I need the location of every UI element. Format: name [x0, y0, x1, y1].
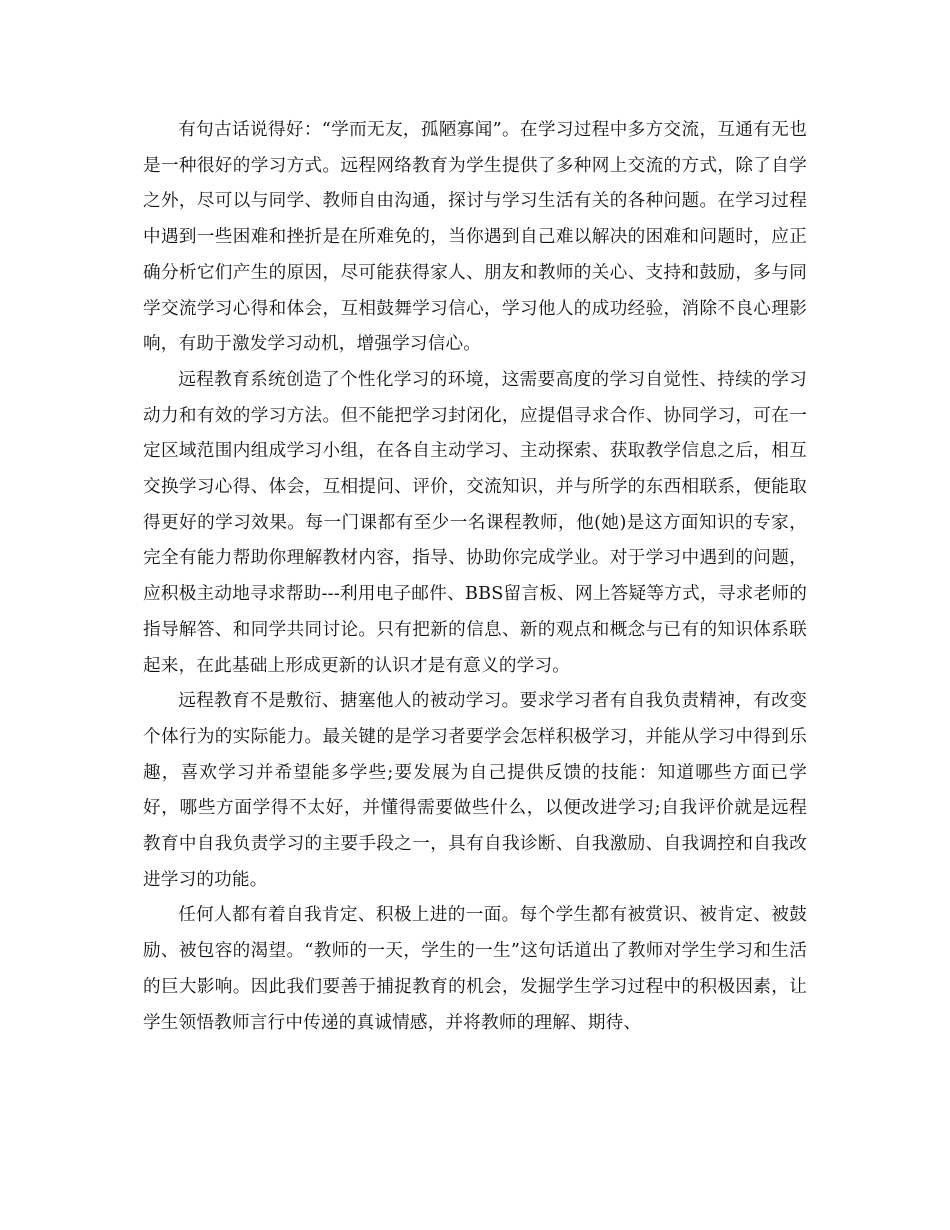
paragraph-4: 任何人都有着自我肯定、积极上进的一面。每个学生都有被赏识、被肯定、被鼓励、被包容的渴望。“教师的一天，学生的一生”这句话道出了教师对学生学习和生活的巨大影响。因此我们要善于捕捉教育的机会，发掘学生学习过程中的积极因素，让学生领悟教师言行中传递的真诚情感，并将教师的理解、期待、 — [143, 905, 807, 1033]
document-body — [143, 113, 807, 1041]
paragraph-2: 远程教育系统创造了个性化学习的环境，这需要高度的学习自觉性、持续的学习动力和有效的学习方法。但不能把学习封闭化，应提倡寻求合作、协同学习，可在一定区域范围内组成学习小组，在各自主动学习、主动探索、获取教学信息之后，相互交换学习心得、体会，互相提问、评价，交流知识，并与所学的东西相联系，便能取得更好的学习效果。每一门课都有至少一名课程教师，他(她)是这方面知识的专家，完全有能力帮助你理解教材内容，指导、协助你完成学业。对于学习中遇到的问题，应积极主动地寻求帮助---利用电子邮件、BBS留言板、网上答疑等方式，寻求老师的指导解答、和同学共同讨论。只有把新的信息、新的观点和概念与已有的知识体系联起来，在此基础上形成更新的认识才是有意义的学习。 — [143, 369, 807, 676]
paragraph-3: 远程教育不是敷衍、搪塞他人的被动学习。要求学习者有自我负责精神，有改变个体行为的实际能力。最关键的是学习者要学会怎样积极学习，并能从学习中得到乐趣，喜欢学习并希望能多学些;要发展为自己提供反馈的技能：知道哪些方面已学好，哪些方面学得不太好，并懂得需要做些什么，以便改进学习;自我评价就是远程教育中自我负责学习的主要手段之一，具有自我诊断、自我激励、自我调控和自我改进学习的功能。 — [143, 691, 807, 890]
paragraph-1: 有句古话说得好：“学而无友，孤陋寡闻”。在学习过程中多方交流，互通有无也是一种很好的学习方式。远程网络教育为学生提供了多种网上交流的方式，除了自学之外，尽可以与同学、教师自由沟通，探讨与学习生活有关的各种问题。在学习过程中遇到一些困难和挫折是在所难免的，当你遇到自己难以解决的困难和问题时，应正确分析它们产生的原因，尽可能获得家人、朋友和教师的关心、支持和鼓励，多与同学交流学习心得和体会，互相鼓舞学习信心，学习他人的成功经验，消除不良心理影响，有助于激发学习动机，增强学习信心。 — [143, 120, 807, 355]
